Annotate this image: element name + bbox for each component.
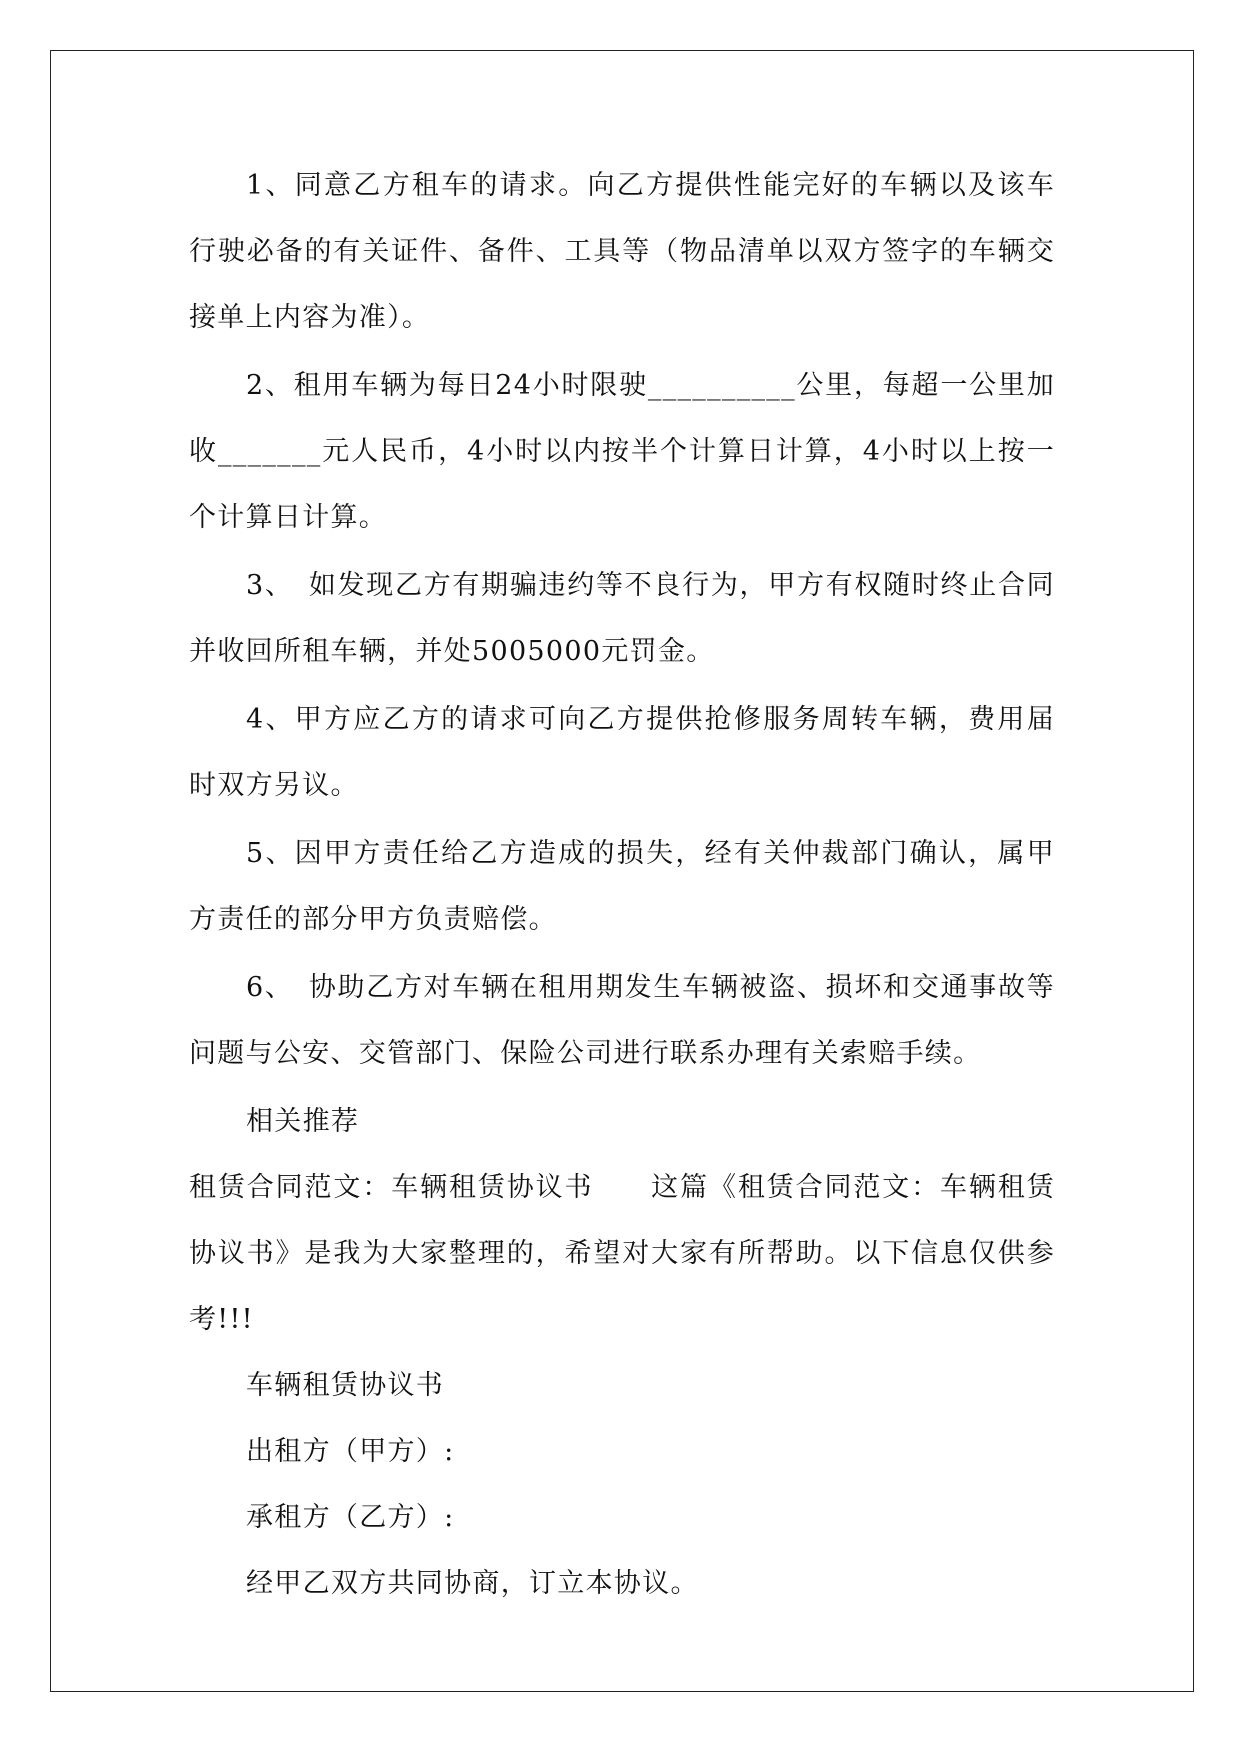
clause-4: 4、甲方应乙方的请求可向乙方提供抢修服务周转车辆，费用届时双方另议。 [189, 704, 1055, 801]
lessee-line: 承租方（乙方）: [246, 1502, 455, 1533]
lessor-line: 出租方（甲方）: [246, 1436, 455, 1467]
document-body [189, 153, 1055, 1617]
clause-2: 2、租用车辆为每日24小时限驶__________公里，每超一公里加收_______元人民币，4小时以内按半个计算日计算，4小时以上按一个计算日计算。 [189, 370, 1055, 533]
clause-3: 3、 如发现乙方有期骗违约等不良行为，甲方有权随时终止合同并收回所租车辆，并处5005000元罚金。 [189, 570, 1055, 667]
clause-1: 1、同意乙方租车的请求。向乙方提供性能完好的车辆以及该车行驶必备的有关证件、备件、工具等（物品清单以双方签字的车辆交接单上内容为准）。 [189, 170, 1055, 333]
agreement-title: 车辆租赁协议书 [246, 1370, 445, 1401]
closing-line: 经甲乙双方共同协商，订立本协议。 [246, 1568, 699, 1599]
related-intro: 租赁合同范文：车辆租赁协议书 这篇《租赁合同范文：车辆租赁协议书》是我为大家整理的，希望对大家有所帮助。以下信息仅供参考!!! [189, 1172, 1055, 1335]
clause-6: 6、 协助乙方对车辆在租用期发生车辆被盗、损坏和交通事故等问题与公安、交管部门、保险公司进行联系办理有关索赔手续。 [189, 972, 1055, 1069]
clause-5: 5、因甲方责任给乙方造成的损失，经有关仲裁部门确认，属甲方责任的部分甲方负责赔偿。 [189, 838, 1055, 935]
related-heading: 相关推荐 [246, 1106, 360, 1137]
